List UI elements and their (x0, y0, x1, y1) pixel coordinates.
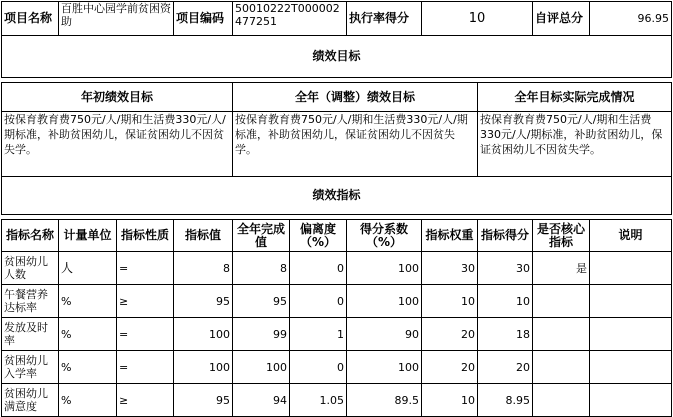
col-indicator-name: 指标名称 (2, 220, 59, 252)
goals-header-row (2, 83, 672, 112)
col-nature: 指标性质 (117, 220, 174, 252)
project-code-value: 50010222T000002477251 (233, 2, 347, 36)
col-target: 指标值 (174, 220, 233, 252)
self-eval-value: 96.95 (590, 2, 672, 36)
exec-rate-label: 执行率得分 (347, 2, 422, 36)
indicator-actual: 100 (233, 351, 290, 384)
indicator-name: 贫困幼儿人数 (2, 252, 59, 285)
indicator-weight: 20 (422, 351, 478, 384)
indicator-weight: 10 (422, 384, 478, 417)
col-actual: 全年完成值 (233, 220, 290, 252)
header-row (2, 2, 672, 36)
col-core: 是否核心指标 (533, 220, 590, 252)
indicator-actual: 99 (233, 318, 290, 351)
indicator-coef: 100 (347, 285, 422, 318)
indicator-score: 10 (478, 285, 533, 318)
project-name-label: 项目名称 (2, 2, 59, 36)
indicator-coef: 100 (347, 252, 422, 285)
evaluation-table (1, 1, 672, 417)
indicator-unit: 人 (59, 252, 117, 285)
col-weight: 指标权重 (422, 220, 478, 252)
indicator-target: 100 (174, 351, 233, 384)
indicator-deviation: 0 (290, 252, 347, 285)
indicator-name: 贫困幼儿满意度 (2, 384, 59, 417)
indicator-core (533, 318, 590, 351)
indicator-target: 95 (174, 384, 233, 417)
exec-rate-value: 10 (422, 2, 533, 36)
indicator-core: 是 (533, 252, 590, 285)
table-row (2, 351, 672, 384)
indicator-note (590, 384, 672, 417)
indicator-note (590, 252, 672, 285)
indicator-score: 18 (478, 318, 533, 351)
indicator-note (590, 318, 672, 351)
indicator-target: 100 (174, 318, 233, 351)
indicator-core (533, 285, 590, 318)
indicators-title-row (2, 177, 672, 215)
indicator-core (533, 384, 590, 417)
indicator-name: 发放及时率 (2, 318, 59, 351)
table-row (2, 252, 672, 285)
indicator-actual: 95 (233, 285, 290, 318)
self-eval-label: 自评总分 (533, 2, 590, 36)
goals-adjusted-text: 按保育教育费750元/人/期和生活费330元/人/期标准，补助贫困幼儿，保证贫困幼儿不因贫失学。 (233, 112, 478, 177)
project-code-label: 项目编码 (174, 2, 233, 36)
indicator-coef: 90 (347, 318, 422, 351)
indicator-deviation: 0 (290, 351, 347, 384)
goals-content-row (2, 112, 672, 177)
indicator-name: 贫困幼儿入学率 (2, 351, 59, 384)
indicator-weight: 20 (422, 318, 478, 351)
indicator-unit: % (59, 384, 117, 417)
col-note: 说明 (590, 220, 672, 252)
indicator-target: 95 (174, 285, 233, 318)
table-row (2, 384, 672, 417)
indicators-header-row (2, 220, 672, 252)
goals-col-initial: 年初绩效目标 (2, 83, 233, 112)
goals-col-actual: 全年目标实际完成情况 (478, 83, 672, 112)
indicator-name: 午餐营养达标率 (2, 285, 59, 318)
indicator-target: 8 (174, 252, 233, 285)
indicators-section-title: 绩效指标 (2, 177, 672, 215)
indicator-unit: % (59, 318, 117, 351)
goals-initial-text: 按保育教育费750元/人/期和生活费330元/人/期标准，补助贫困幼儿，保证贫困幼儿不因贫失学。 (2, 112, 233, 177)
indicator-deviation: 1 (290, 318, 347, 351)
indicator-deviation: 0 (290, 285, 347, 318)
indicator-nature: = (117, 252, 174, 285)
indicator-weight: 10 (422, 285, 478, 318)
goals-actual-text: 按保育教育费750元/人/期和生活费330元/人/期标准，补助贫困幼儿，保证贫困幼儿不因贫失学。 (478, 112, 672, 177)
col-score: 指标得分 (478, 220, 533, 252)
indicator-nature: = (117, 351, 174, 384)
indicator-score: 8.95 (478, 384, 533, 417)
project-name-value: 百胜中心园学前贫困资助 (59, 2, 174, 36)
indicator-nature: ≥ (117, 285, 174, 318)
indicator-nature: ≥ (117, 384, 174, 417)
indicator-actual: 8 (233, 252, 290, 285)
table-row (2, 285, 672, 318)
indicator-unit: % (59, 351, 117, 384)
indicator-unit: % (59, 285, 117, 318)
indicator-note (590, 351, 672, 384)
indicator-note (590, 285, 672, 318)
indicator-coef: 100 (347, 351, 422, 384)
table-row (2, 318, 672, 351)
indicator-score: 20 (478, 351, 533, 384)
indicator-nature: = (117, 318, 174, 351)
indicator-actual: 94 (233, 384, 290, 417)
col-coefficient: 得分系数（%） (347, 220, 422, 252)
indicator-coef: 89.5 (347, 384, 422, 417)
goals-title-row (2, 36, 672, 78)
indicator-weight: 30 (422, 252, 478, 285)
indicator-deviation: 1.05 (290, 384, 347, 417)
goals-col-adjusted: 全年（调整）绩效目标 (233, 83, 478, 112)
col-unit: 计量单位 (59, 220, 117, 252)
indicator-core (533, 351, 590, 384)
col-deviation: 偏离度（%） (290, 220, 347, 252)
goals-section-title: 绩效目标 (2, 36, 672, 78)
indicator-score: 30 (478, 252, 533, 285)
